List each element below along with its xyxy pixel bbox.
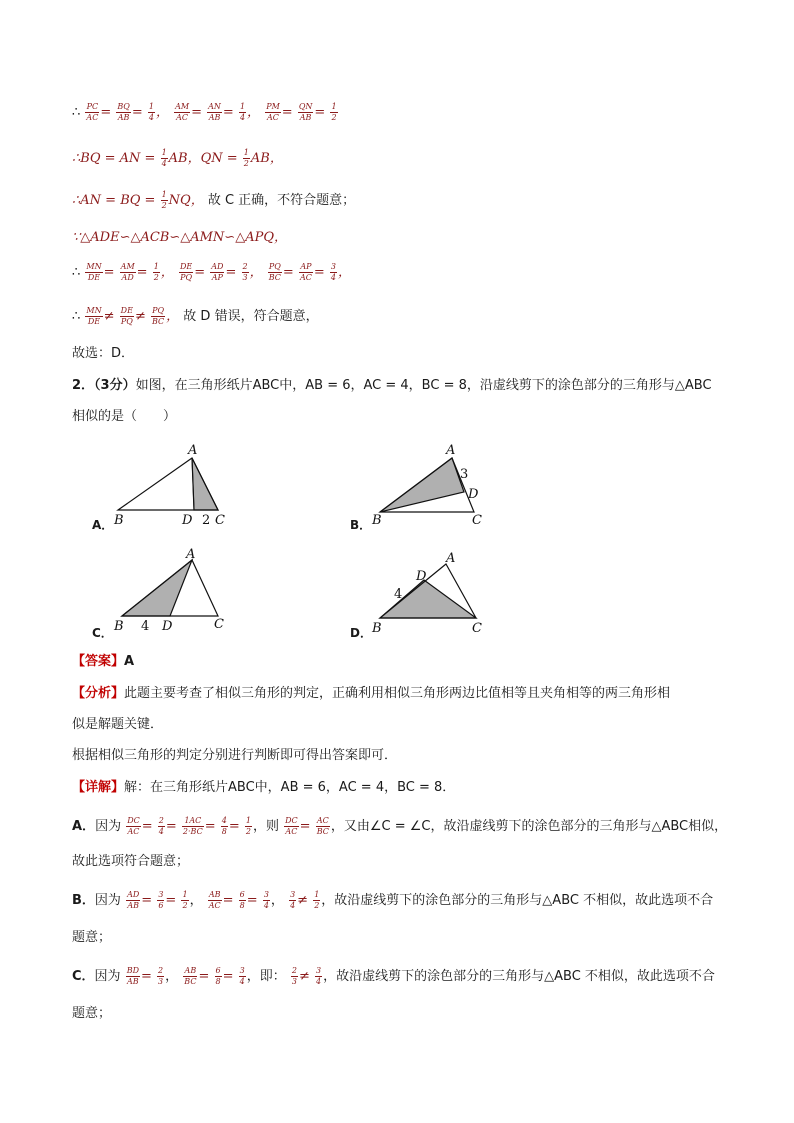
analysis-line-2: 似是解题关键． xyxy=(72,717,164,732)
statement-text: 故 D 错误，符合题意， xyxy=(183,309,319,324)
option-label: A． xyxy=(72,819,96,834)
detail-option-b-line-1: B．因为 $\frac{AD}{AB}$ = $\frac{3}{6}$ = $\frac{1}{2}$ ， $\frac{AB}{AC}$ = $\frac{6}{8}$ = $\frac{3}{4}$ ， $\frac{3}{4}$ ≠ $\frac{1}{2}$ ，故沿虚线剪下的涂色部分的三角形与△ABC 不相似，故此选项不合 xyxy=(72,890,714,910)
answer-line xyxy=(72,652,134,672)
option-a-label: A． xyxy=(92,518,114,532)
figure-b xyxy=(368,440,498,530)
side-length-label: 4 xyxy=(394,587,403,602)
vertex-b-label: B xyxy=(372,513,382,528)
vertex-a-label: A xyxy=(188,443,198,458)
vertex-b-label: B xyxy=(114,619,124,634)
solution-line-2: ∴BQ = AN = $\frac{1}{4}$ AB，QN = $\frac{1}{2}$ AB， xyxy=(72,148,283,168)
fraction: $\frac{2}{3}$ xyxy=(242,262,248,282)
vertex-c-label: C xyxy=(472,513,482,528)
fraction: $\frac{AM}{AC}$ xyxy=(175,102,190,122)
solution-line-5: ∴ $\frac{MN}{DE}$ = $\frac{AM}{AD}$ = $\frac{1}{2}$ ， $\frac{DE}{PQ}$ = $\frac{AD}{AP}$ = $\frac{2}{3}$ ， $\frac{PQ}{BC}$ = $\frac{AP}{AC}$ = $\frac{3}{4}$ ， xyxy=(72,262,352,282)
fraction: $\frac{3}{4}$ xyxy=(330,262,336,282)
option-b-label: B． xyxy=(350,518,372,532)
fraction: $\frac{AM}{AD}$ xyxy=(120,262,135,282)
option-label: C． xyxy=(72,969,95,984)
option-label: B． xyxy=(72,893,95,908)
figure-a xyxy=(110,440,240,530)
vertex-d-label: D xyxy=(468,487,479,502)
vertex-a-label: A xyxy=(186,548,196,562)
fraction: $\frac{MN}{DE}$ xyxy=(86,306,102,326)
fraction: $\frac{1}{4}$ xyxy=(239,102,246,122)
solution-line-4: ∵△ADE∽△ACB∽△AMN∽△APQ， xyxy=(72,230,287,245)
side-length-label: 4 xyxy=(141,619,150,634)
question-line-2: 相似的是（ ） xyxy=(72,409,177,424)
fraction: $\frac{1}{2}$ xyxy=(331,102,337,122)
figure-c xyxy=(110,548,240,638)
fraction: $\frac{1}{2}$ xyxy=(161,190,167,210)
detail-option-a-line-2: 故此选项符合题意； xyxy=(72,854,190,869)
solution-line-6: ∴ $\frac{MN}{DE}$ ≠ $\frac{DE}{PQ}$ ≠ $\frac{PQ}{BC}$ ， 故 D 错误，符合题意， xyxy=(72,306,319,326)
fraction: $\frac{MN}{DE}$ xyxy=(86,262,102,282)
detail-option-c-line-1: C．因为 $\frac{BD}{AB}$ = $\frac{2}{3}$ ， $\frac{AB}{BC}$ = $\frac{6}{8}$ = $\frac{3}{4}$ ，即： $\frac{2}{3}$ ≠ $\frac{3}{4}$ ，故沿虚线剪下的涂色部分的三角形与△ABC 不相似，故此选项不合 xyxy=(72,966,715,986)
answer-tag: 【答案】 xyxy=(72,654,125,669)
shaded-triangle xyxy=(380,458,464,512)
analysis-tag: 【分析】 xyxy=(72,686,125,701)
vertex-c-label: C xyxy=(472,621,482,636)
therefore-symbol: ∴ xyxy=(72,105,81,120)
fraction: $\frac{PC}{AC}$ xyxy=(86,102,99,122)
vertex-b-label: B xyxy=(372,621,382,636)
fraction: $\frac{QN}{AB}$ xyxy=(298,102,313,122)
fraction: $\frac{1}{4}$ xyxy=(161,148,167,168)
fraction: $\frac{BQ}{AB}$ xyxy=(117,102,130,122)
statement-text: 故 C 正确，不符合题意； xyxy=(207,193,356,208)
figure-d xyxy=(368,546,498,638)
vertex-d-label: D xyxy=(416,569,427,584)
vertex-c-label: C xyxy=(215,513,225,528)
conclusion-line: 故选：D． xyxy=(72,346,135,361)
detail-tag: 【详解】 xyxy=(72,780,125,795)
vertex-a-label: A xyxy=(446,551,456,566)
fraction: $\frac{AD}{AP}$ xyxy=(211,262,224,282)
fraction: $\frac{PQ}{BC}$ xyxy=(151,306,165,326)
vertex-d-label: D xyxy=(182,513,193,528)
vertex-b-label: B xyxy=(114,513,124,528)
analysis-text: 此题主要考查了相似三角形的判定，正确利用相似三角形两边比值相等且夹角相等的两三角形相 xyxy=(124,686,671,701)
detail-option-c-line-2: 题意； xyxy=(72,1006,112,1021)
vertex-a-label: A xyxy=(446,443,456,458)
question-line-1 xyxy=(72,376,712,396)
option-c-label: C． xyxy=(92,626,113,640)
question-number: 2．（3分） xyxy=(72,378,136,393)
fraction: $\frac{1}{4}$ xyxy=(148,102,154,122)
option-d-label: D． xyxy=(350,626,372,640)
question-text: 如图，在三角形纸片ABC中，AB = 6，AC = 4，BC = 8，沿虚线剪下的涂色部分的三角形与△ABC xyxy=(135,378,712,393)
fraction: $\frac{1}{2}$ xyxy=(153,262,159,282)
side-length-label: 2 xyxy=(202,513,211,528)
solution-line-3: ∴AN = BQ = $\frac{1}{2}$ NQ， 故 C 正确，不符合题意； xyxy=(72,190,356,210)
fraction: $\frac{AP}{AC}$ xyxy=(299,262,312,282)
vertex-d-label: D xyxy=(162,619,173,634)
vertex-c-label: C xyxy=(214,617,224,632)
solution-line-1: ∴ $\frac{PC}{AC}$ = $\frac{BQ}{AB}$ = $\frac{1}{4}$ ， $\frac{AM}{AC}$ = $\frac{AN}{AB}$ = $\frac{1}{4}$ ， $\frac{PM}{AC}$ = $\frac{QN}{AB}$ = $\frac{1}{2}$ xyxy=(72,102,337,122)
detail-text: 解：在三角形纸片ABC中，AB = 6，AC = 4，BC = 8． xyxy=(124,780,456,795)
fraction: $\frac{AN}{AB}$ xyxy=(208,102,221,122)
fraction: $\frac{DE}{PQ}$ xyxy=(120,306,133,326)
answer-value: A xyxy=(124,654,135,669)
detail-line-1 xyxy=(72,778,455,798)
detail-option-b-line-2: 题意； xyxy=(72,930,112,945)
fraction: $\frac{PQ}{BC}$ xyxy=(268,262,281,282)
fraction: $\frac{1}{2}$ xyxy=(243,148,249,168)
detail-option-a-line-1: A．因为 $\frac{DC}{AC}$ = $\frac{2}{4}$ = $\frac{1AC}{2\cdot BC}$ = $\frac{4}{8}$ = $\frac{1}{2}$ ，则 $\frac{DC}{AC}$ = $\frac{AC}{BC}$ ，又由∠C = ∠C，故沿虚线剪下的涂色部分的三角形与△ABC相似， xyxy=(72,816,728,836)
fraction: $\frac{DE}{PQ}$ xyxy=(179,262,193,282)
analysis-line-3: 根据相似三角形的判定分别进行判断即可得出答案即可． xyxy=(72,748,398,763)
analysis-line-1 xyxy=(72,684,670,704)
fraction: $\frac{PM}{AC}$ xyxy=(266,102,280,122)
side-length-label: 3 xyxy=(460,467,469,482)
